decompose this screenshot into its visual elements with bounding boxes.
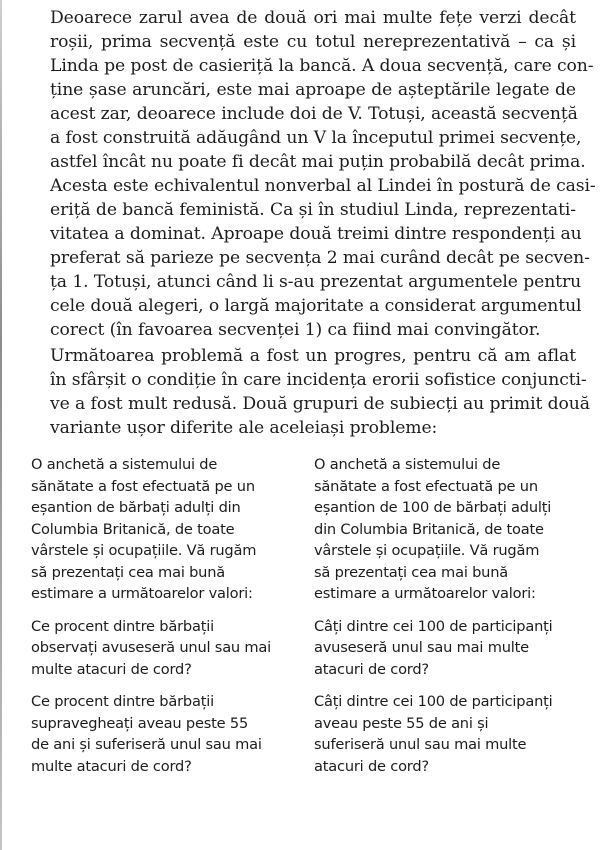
text-line: atacuri de cord? xyxy=(314,757,429,775)
text-line: să prezentați cea mai bună xyxy=(31,563,226,581)
text-line: O anchetă a sistemului de xyxy=(314,456,501,473)
text-line: vârstele și ocupațiile. Vă rugăm xyxy=(31,542,257,559)
text-line: Ce procent dintre bărbații xyxy=(31,693,214,710)
text-line: supravegheați aveau peste 55 xyxy=(31,714,249,732)
variant-left xyxy=(31,454,283,777)
text-line: ve a fost mult redusă. Două grupuri de subiecți au primit două xyxy=(50,394,590,414)
variant-right-question-1 xyxy=(314,616,566,681)
text-line: multe atacuri de cord? xyxy=(31,660,192,678)
variant-left-question-1 xyxy=(31,616,283,681)
book-page xyxy=(28,6,596,777)
paragraph-1 xyxy=(28,6,596,342)
text-line: sănătate a fost efectuată pe un xyxy=(31,477,255,495)
text-line: Linda pe post de casieriță la bancă. A doua secvență, care con- xyxy=(50,56,594,76)
text-line: Deoarece zarul avea de două ori mai multe fețe verzi decât xyxy=(50,8,576,28)
variant-left-intro xyxy=(31,454,283,605)
text-line: de ani și suferiseră unul sau mai xyxy=(31,736,262,753)
text-line: în sfârșit o condiție în care incidența erorii sofistice conjuncti- xyxy=(50,370,587,390)
text-line: Câți dintre cei 100 de participanți xyxy=(314,693,553,710)
variant-right xyxy=(314,454,566,777)
text-line: aveau peste 55 de ani și xyxy=(314,714,489,732)
text-line: ța 1. Totuși, atunci când li s-au prezentat argumentele pentru xyxy=(50,272,582,292)
text-line: din Columbia Britanică, de toate xyxy=(314,520,544,538)
text-line: sănătate a fost efectuată pe un xyxy=(314,477,538,495)
text-line: atacuri de cord? xyxy=(314,660,429,678)
text-line: variante ușor diferite ale aceleiași probleme: xyxy=(50,418,438,438)
text-line: observați avuseseră unul sau mai xyxy=(31,639,272,656)
text-line: cele două alegeri, o largă majoritate a considerat argumentul xyxy=(50,296,582,316)
text-line: Columbia Britanică, de toate xyxy=(31,520,235,538)
text-line: eșantion de 100 de bărbați adulți xyxy=(314,499,552,516)
variant-right-question-2 xyxy=(314,691,566,777)
text-line: să prezentați cea mai bună xyxy=(314,563,509,581)
text-line: acest zar, deoarece include doi de V. Totuși, această secvență xyxy=(50,104,578,124)
text-line: suferiseră unul sau mai multe xyxy=(314,736,527,753)
text-line: a fost construită adăugând un V la începutul primei secvențe, xyxy=(50,128,582,148)
variant-right-intro xyxy=(314,454,566,605)
text-line: ține șase aruncări, este mai aproape de așteptările legate de xyxy=(50,80,576,100)
text-line: eriță de bancă feministă. Ca și în studiul Linda, reprezentati- xyxy=(50,200,576,220)
text-line: Următoarea problemă a fost un progres, pentru că am aflat xyxy=(50,346,576,366)
text-line: avuseseră unul sau mai multe xyxy=(314,639,529,656)
page-edge-shadow xyxy=(0,0,2,850)
text-line: Acesta este echivalentul nonverbal al Lindei în postură de casi- xyxy=(50,176,596,196)
text-line: Ce procent dintre bărbații xyxy=(31,617,214,635)
variant-left-question-2 xyxy=(31,691,283,777)
text-line: vârstele și ocupațiile. Vă rugăm xyxy=(314,542,540,559)
text-line: Câți dintre cei 100 de participanți xyxy=(314,617,553,635)
text-line: vitatea a dominat. Aproape două treimi dintre respondenți au xyxy=(50,224,582,244)
text-line: roșii, prima secvență este cu totul nereprezentativă – ca și xyxy=(50,32,576,52)
problem-variants xyxy=(28,454,576,777)
text-line: preferat să parieze pe secvența 2 mai curând decât pe secven- xyxy=(50,248,590,268)
text-line: corect (în favoarea secvenței 1) ca fiind mai convingător. xyxy=(50,320,541,340)
text-line: astfel încât nu poate fi decât mai puțin probabilă decât prima. xyxy=(50,152,586,172)
paragraph-2 xyxy=(28,344,590,440)
text-line: estimare a următoarelor valori: xyxy=(314,585,536,602)
text-line: estimare a următoarelor valori: xyxy=(31,585,253,602)
text-line: multe atacuri de cord? xyxy=(31,757,192,775)
text-line: O anchetă a sistemului de xyxy=(31,456,218,473)
text-line: eșantion de bărbați adulți din xyxy=(31,499,241,516)
